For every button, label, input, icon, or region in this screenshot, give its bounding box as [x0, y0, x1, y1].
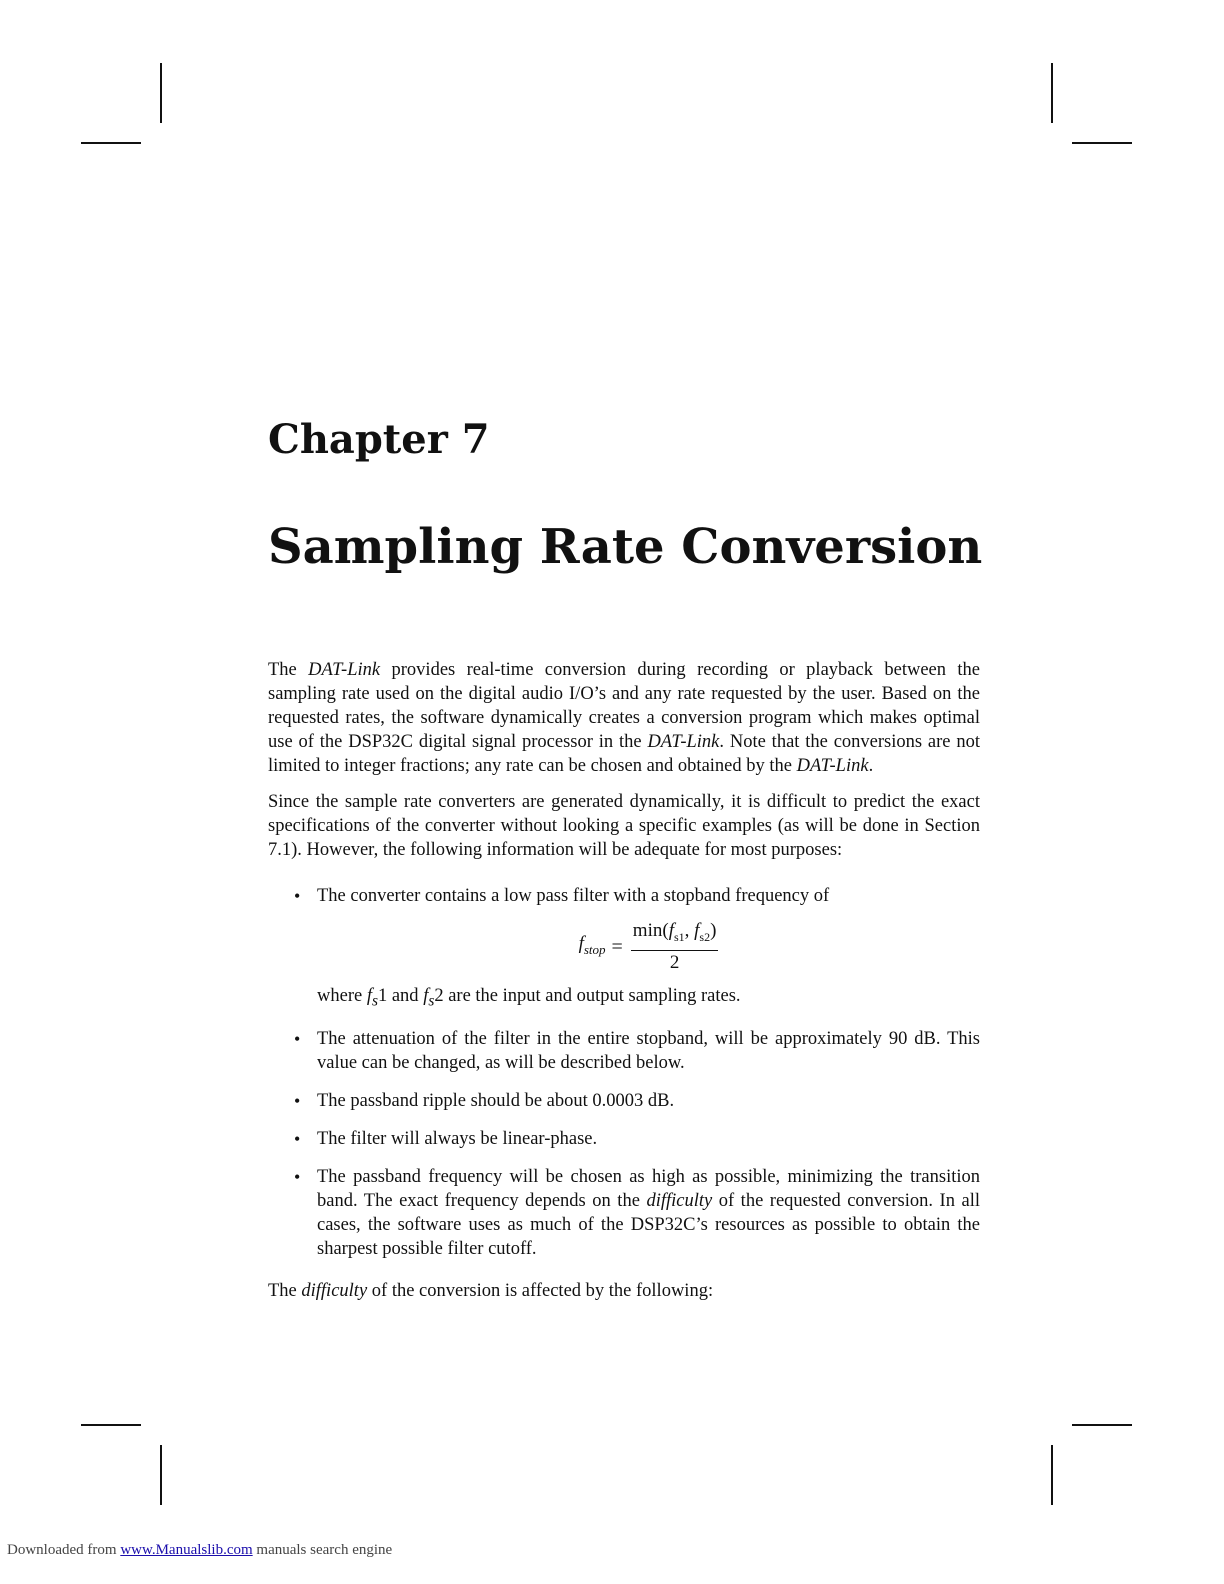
product-name: DAT-Link [647, 732, 720, 752]
chapter-label: Chapter 7 [268, 416, 490, 463]
crop-mark-bottom-right-vertical [1051, 1445, 1053, 1505]
crop-mark-top-right-vertical [1051, 63, 1053, 123]
chapter-title: Sampling Rate Conversion [268, 519, 983, 575]
product-name: DAT-Link [796, 756, 869, 776]
product-name: DAT-Link [308, 660, 381, 680]
formula-fraction [631, 920, 719, 974]
list-item-linear-phase: • The filter will always be linear-phase. [294, 1129, 598, 1150]
formula-numerator: $\min(f_{s1}$, $f_{s2}$) [631, 920, 719, 951]
paragraph-difficulty: The difficulty of the conversion is affected by the following: [268, 1281, 714, 1302]
list-item-stopband: • The converter contains a low pass filter with a stopband frequency of $f_{stop}$ = $\frac{\min(f_{s1}, f_{s2})}{2}$ where $f_s1$ and $f_s2$ are the input and output sampling rates. [268, 884, 980, 1013]
chapter-body [268, 658, 980, 1315]
bullet-icon: • [294, 1167, 301, 1188]
formula-denominator: 2 [669, 951, 680, 973]
formula-lhs: $f_{stop}$ [578, 933, 606, 957]
crop-mark-top-left-horizontal [81, 142, 141, 144]
paragraph-intro: The DAT-Link provides real-time conversion during recording or playback between the sampling rate used on the digital audio I/O’s and any rate requested by the user. Based on the requested rates, the software dynamically creates a conversion program which makes optimal use of the DSP32C digital signal processor in the DAT-Link. Note that the conversions are not limited to integer fractions; any rate can be chosen and obtained by the DAT-Link. [268, 660, 981, 776]
list-item-attenuation: • The attenuation of the filter in the entire stopband, will be approximately 90 dB. This value can be changed, as will be described below. [294, 1029, 980, 1074]
specification-list [268, 884, 980, 1261]
bullet-icon: • [294, 886, 301, 906]
crop-mark-top-right-horizontal [1072, 142, 1132, 144]
crop-mark-top-left-vertical [160, 63, 162, 123]
crop-mark-bottom-right-horizontal [1072, 1424, 1132, 1426]
download-footer: Downloaded from www.Manualslib.com manuals search engine [7, 1542, 393, 1558]
paragraph-specifications: Since the sample rate converters are generated dynamically, it is difficult to predict the exact specifications of the converter without looking a specific examples (as will be done in Section 7.1). However, the following information will be adequate for most purposes: [268, 792, 980, 860]
list-item-passband-ripple: • The passband ripple should be about 0.0003 dB. [294, 1091, 675, 1112]
crop-mark-bottom-left-vertical [160, 1445, 162, 1505]
manualslib-link[interactable]: www.Manualslib.com [120, 1542, 253, 1558]
list-item-passband-frequency: • The passband frequency will be chosen as high as possible, minimizing the transition band. The exact frequency depends on the difficulty of the requested conversion. In all cases, the software uses as much of the DSP32C’s resources as possible to obtain the sharpest possible filter cutoff. [294, 1167, 980, 1260]
formula-equals: = [611, 935, 623, 958]
formula-where-clause: where $f_s1$ and $f_s2$ are the input and output sampling rates. [317, 985, 741, 1010]
bullet-icon: • [294, 1129, 301, 1150]
crop-mark-bottom-left-horizontal [81, 1424, 141, 1426]
stopband-formula [317, 920, 980, 974]
bullet-icon: • [294, 1091, 301, 1112]
bullet-icon: • [294, 1029, 301, 1050]
